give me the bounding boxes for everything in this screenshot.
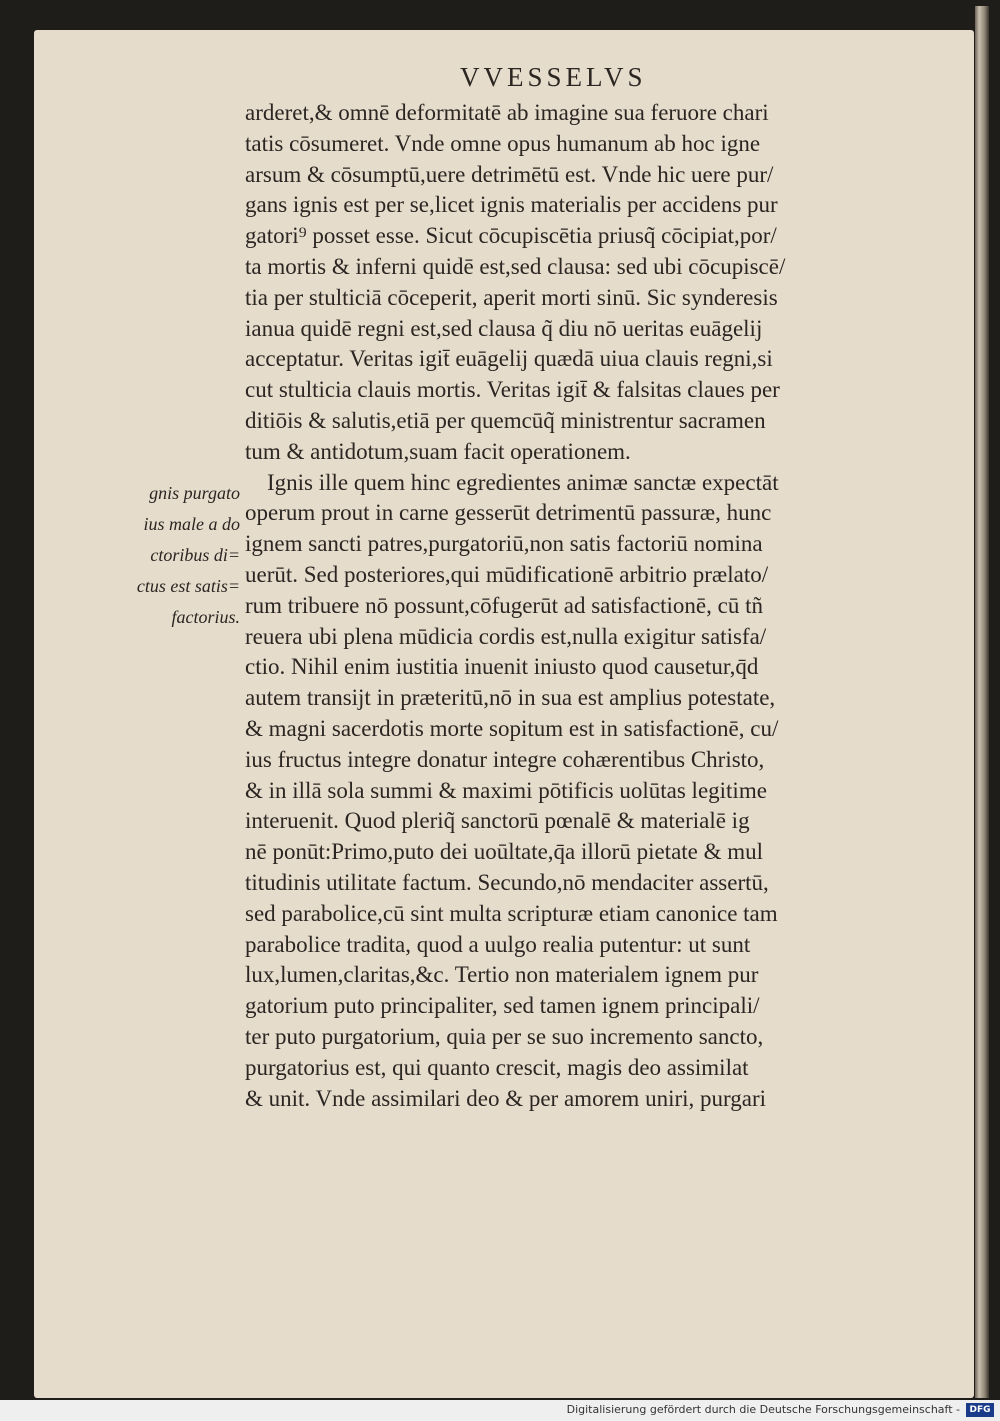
- text-line: reuera ubi plena mūdicia cordis est,nulla exigitur satisfa/: [245, 623, 767, 649]
- text-line: ta mortis & inferni quidē est,sed clausa: sed ubi cōcupiscē/: [245, 253, 786, 279]
- marginal-note-line: ctoribus di=: [150, 545, 240, 565]
- text-line: autem transijt in præteritū,nō in sua est amplius potestate,: [245, 685, 776, 711]
- text-line: sed parabolice,cū sint multa scripturæ etiam canonice tam: [245, 900, 778, 926]
- text-line: gans ignis est per se,licet ignis materialis per accidens pur: [245, 192, 778, 218]
- text-line: interuenit. Quod pleriq̃ sanctorū pœnalē & materialē ig: [245, 808, 750, 834]
- main-text-block: [245, 98, 915, 1114]
- marginal-note: [106, 478, 240, 633]
- marginal-note-line: factorius.: [171, 607, 240, 627]
- text-line: uerūt. Sed posteriores,qui mūdificationē arbitrio prælato/: [245, 561, 769, 587]
- text-line: gatorium puto principaliter, sed tamen ignem principali/: [245, 993, 760, 1019]
- marginal-note-line: ctus est satis=: [136, 576, 240, 596]
- text-line: purgatorius est, qui quanto crescit, magis deo assimilat: [245, 1054, 749, 1080]
- text-line: nē ponūt:Primo,puto dei uoūltate,q̄a illorū pietate & mul: [245, 839, 764, 865]
- text-line: & unit. Vnde assimilari deo & per amorem uniri, purgari: [245, 1085, 767, 1111]
- marginal-note-line: gnis purgato: [149, 483, 240, 503]
- text-line: ditiōis & salutis,etiā per quemcūq̃ ministrentur sacramen: [245, 407, 766, 433]
- text-line: Ignis ille quem hinc egredientes animæ sanctæ expectāt: [267, 469, 779, 495]
- text-line: operum prout in carne gesserūt detrimentū passuræ, hunc: [245, 500, 772, 526]
- text-line: tum & antidotum,suam facit operationem.: [245, 438, 631, 464]
- text-line: & in illā sola summi & maximi pōtificis uolūtas legitime: [245, 777, 767, 803]
- page-edge: [975, 6, 989, 1398]
- text-line: arderet,& omnē deformitatē ab imagine sua feruore chari: [245, 100, 769, 125]
- text-line: ianua quidē regni est,sed clausa q̃ diu nō ueritas euāgelij: [245, 315, 763, 341]
- text-line: ter puto purgatorium, quia per se suo incremento sancto,: [245, 1023, 764, 1049]
- text-line: acceptatur. Veritas igit̄ euāgelij quædā uiua clauis regni,si: [245, 346, 773, 372]
- text-line: rum tribuere nō possunt,cōfugerūt ad satisfactionē, cū tñ: [245, 592, 763, 618]
- footer-bar: [0, 1400, 1000, 1421]
- text-line: gatori⁹ posset esse. Sicut cōcupiscētia priusq̃ cōcipiat,por/: [245, 223, 777, 249]
- marginal-note-line: ius male a do: [143, 514, 240, 534]
- footer-credit: Digitalisierung gefördert durch die Deutsche Forschungsgemeinschaft -: [566, 1403, 960, 1416]
- text-line: lux,lumen,claritas,&c. Tertio non materialem ignem pur: [245, 962, 759, 988]
- text-line: titudinis utilitate factum. Secundo,nō mendaciter assertū,: [245, 869, 769, 895]
- dfg-logo: DFG: [966, 1403, 994, 1417]
- text-line: ignem sancti patres,purgatoriū,non satis factoriū nomina: [245, 531, 763, 557]
- text-line: cut stulticia clauis mortis. Veritas igit̄ & falsitas claues per: [245, 377, 780, 403]
- text-line: & magni sacerdotis morte sopitum est in satisfactionē, cu/: [245, 715, 779, 741]
- text-line: tia per stulticiā cōceperit, aperit morti sinū. Sic synderesis: [245, 284, 778, 310]
- running-head: VVESSELVS: [460, 62, 647, 92]
- text-line: ius fructus integre donatur integre cohærentibus Christo,: [245, 746, 765, 772]
- text-line: arsum & cōsumptū,uere detrimētū est. Vnde hic uere pur/: [245, 161, 774, 187]
- text-line: parabolice tradita, quod a uulgo realia putentur: ut sunt: [245, 931, 751, 957]
- text-line: ctio. Nihil enim iustitia inuenit iniusto quod causetur,q̄d: [245, 654, 759, 680]
- text-line: tatis cōsumeret. Vnde omne opus humanum ab hoc igne: [245, 130, 761, 156]
